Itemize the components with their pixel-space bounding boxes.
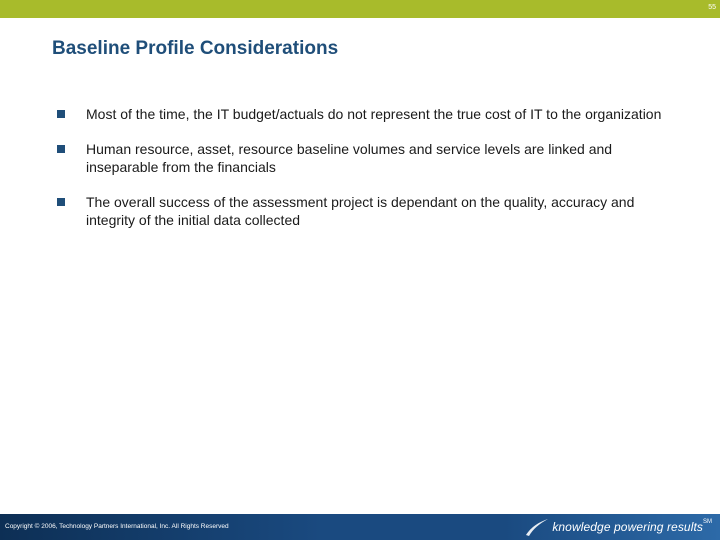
swoosh-icon — [524, 517, 550, 537]
trademark-mark: SM — [703, 519, 712, 525]
square-bullet-icon — [57, 198, 65, 206]
tagline-text: knowledge powering results — [552, 520, 703, 534]
bullet-item — [56, 141, 676, 177]
bullet-text: Most of the time, the IT budget/actuals do not represent the true cost of IT to the organization — [86, 106, 662, 122]
top-accent-bar — [0, 0, 720, 18]
slide-title: Baseline Profile Considerations — [52, 38, 339, 59]
brand-tagline — [524, 516, 712, 538]
bullet-item — [56, 194, 676, 230]
bullet-text: The overall success of the assessment project is dependant on the quality, accuracy and integrity of the initial data collected — [86, 194, 635, 228]
square-bullet-icon — [57, 145, 65, 153]
footer-bar — [0, 514, 720, 540]
bullet-list — [56, 106, 676, 247]
copyright-text: Copyright © 2006, Technology Partners International, Inc. All Rights Reserved — [5, 523, 229, 530]
bullet-text: Human resource, asset, resource baseline volumes and service levels are linked and inseparable from the financials — [86, 141, 613, 175]
page-number: 55 — [708, 4, 716, 11]
bullet-item — [56, 106, 676, 124]
square-bullet-icon — [57, 110, 65, 118]
